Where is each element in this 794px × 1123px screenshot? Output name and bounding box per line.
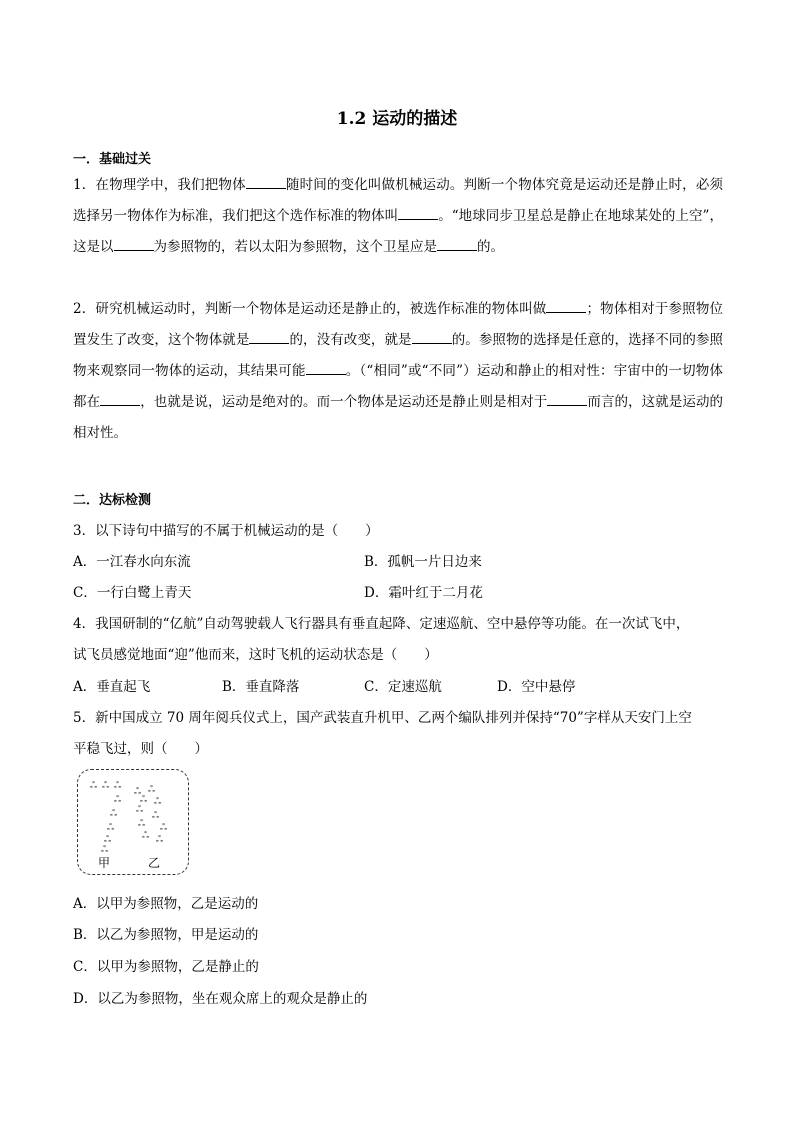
q4-stem-line2: 试飞员感觉地面“迎”他而来，这时飞机的运动状态是（ ） [73, 647, 438, 663]
helicopter-icon: ஃ [154, 797, 162, 807]
helicopter-icon: ஃ [142, 831, 150, 841]
q1-text-4: 为参照物的，若以太阳为参照物，这个卫星应是 [153, 239, 437, 255]
helicopter-icon: ஃ [114, 781, 122, 791]
helicopter-icon: ஃ [114, 795, 122, 805]
helicopter-icon: ஃ [110, 809, 118, 819]
q2-text-3: 的，没有改变，就是 [289, 332, 412, 348]
helicopter-icon: ஃ [107, 823, 115, 833]
answer-blank[interactable] [306, 360, 346, 375]
q4-option-b[interactable]: B．垂直降落 [222, 679, 300, 695]
section-basic: 一．基础过关 [73, 152, 152, 167]
formation-label-yi: 乙 [148, 856, 161, 870]
q5-option-d[interactable]: D．以乙为参照物，坐在观众席上的观众是静止的 [73, 991, 368, 1007]
answer-blank[interactable] [246, 174, 286, 189]
q4-option-c[interactable]: C．定速巡航 [364, 679, 442, 695]
helicopter-icon: ஃ [140, 795, 148, 805]
q3-stem: 3．以下诗句中描写的不属于机械运动的是（ ） [73, 523, 379, 539]
helicopter-icon: ஃ [148, 785, 156, 795]
answer-blank[interactable] [547, 391, 587, 406]
section-test: 二．达标检测 [73, 493, 152, 508]
q3-option-d[interactable]: D．霜叶红于二月花 [364, 585, 483, 601]
q5-option-b[interactable]: B．以乙为参照物，甲是运动的 [73, 927, 259, 943]
q4-option-d[interactable]: D．空中悬停 [497, 679, 576, 695]
answer-blank[interactable] [437, 236, 477, 251]
helicopter-formation-figure [77, 769, 189, 875]
q2-text-6: ，也就是说，运动是绝对的。而一个物体是运动还是静止则是相对于 [140, 394, 548, 410]
answer-blank[interactable] [114, 236, 154, 251]
answer-blank[interactable] [546, 298, 586, 313]
q5-stem-line2: 平稳飞过，则（ ） [73, 741, 208, 757]
helicopter-icon: ஃ [101, 845, 109, 855]
helicopter-icon: ஃ [136, 805, 144, 815]
helicopter-icon: ஃ [90, 781, 98, 791]
page-title: 1.2 运动的描述 [336, 109, 458, 129]
q1-text-2: 随时间的变化叫做机械运动。判断一个物体究竟是运动还是静止时，必须选择另一物体作为标准，我们把这个选作标准的物体叫 [73, 177, 724, 224]
q1-text-3: 。“地球同步卫星总是静止在地球某处的上空”，这是以 [73, 208, 723, 255]
helicopter-icon: ஃ [138, 819, 146, 829]
helicopter-icon: ஃ [134, 787, 142, 797]
q2-text-4: 的。参照物的选择是任意的，选择不同的参照物来观察同一物体的运动，其结果可能 [73, 332, 724, 379]
q1-text-5: 的。 [477, 239, 504, 255]
answer-blank[interactable] [412, 329, 452, 344]
q5-option-a[interactable]: A．以甲为参照物，乙是运动的 [73, 896, 259, 912]
q5-option-c[interactable]: C．以甲为参照物，乙是静止的 [73, 959, 259, 975]
helicopter-icon: ஃ [104, 835, 112, 845]
q2-text-1: 2．研究机械运动时，判断一个物体是运动还是静止的，被选作标准的物体叫做 [73, 301, 547, 317]
q4-option-a[interactable]: A．垂直起飞 [73, 679, 151, 695]
answer-blank[interactable] [398, 205, 438, 220]
answer-blank[interactable] [100, 391, 140, 406]
q2-text-7: 而言的，这就是运动的相对性。 [73, 394, 724, 441]
q2-text-2: ；物体相对于参照物位置发生了改变，这个物体就是 [73, 301, 723, 348]
helicopter-icon: ஃ [160, 823, 168, 833]
question-1 [73, 170, 723, 263]
question-2 [73, 294, 723, 449]
helicopter-icon: ஃ [102, 781, 110, 791]
q2-text-5: 。（“相同”或“不同”）运动和静止的相对性：宇宙中的一切物体都在 [73, 363, 723, 410]
helicopter-icon: ஃ [156, 835, 164, 845]
formation-label-jia: 甲 [98, 856, 111, 870]
q4-stem-line1: 4．我国研制的“亿航”自动驾驶载人飞行器具有垂直起降、定速巡航、空中悬停等功能。在一次试飞中， [73, 616, 690, 632]
answer-blank[interactable] [249, 329, 289, 344]
q3-option-c[interactable]: C．一行白鹭上青天 [73, 585, 192, 601]
q5-stem-line1: 5．新中国成立 70 周年阅兵仪式上，国产武装直升机甲、乙两个编队排列并保持“70”字样从天安门上空 [73, 710, 692, 726]
helicopter-icon: ஃ [152, 811, 160, 821]
q3-option-a[interactable]: A．一江春水向东流 [73, 554, 191, 570]
q3-option-b[interactable]: B．孤帆一片日边来 [364, 554, 482, 570]
q1-text-1: 1．在物理学中，我们把物体 [73, 177, 246, 193]
